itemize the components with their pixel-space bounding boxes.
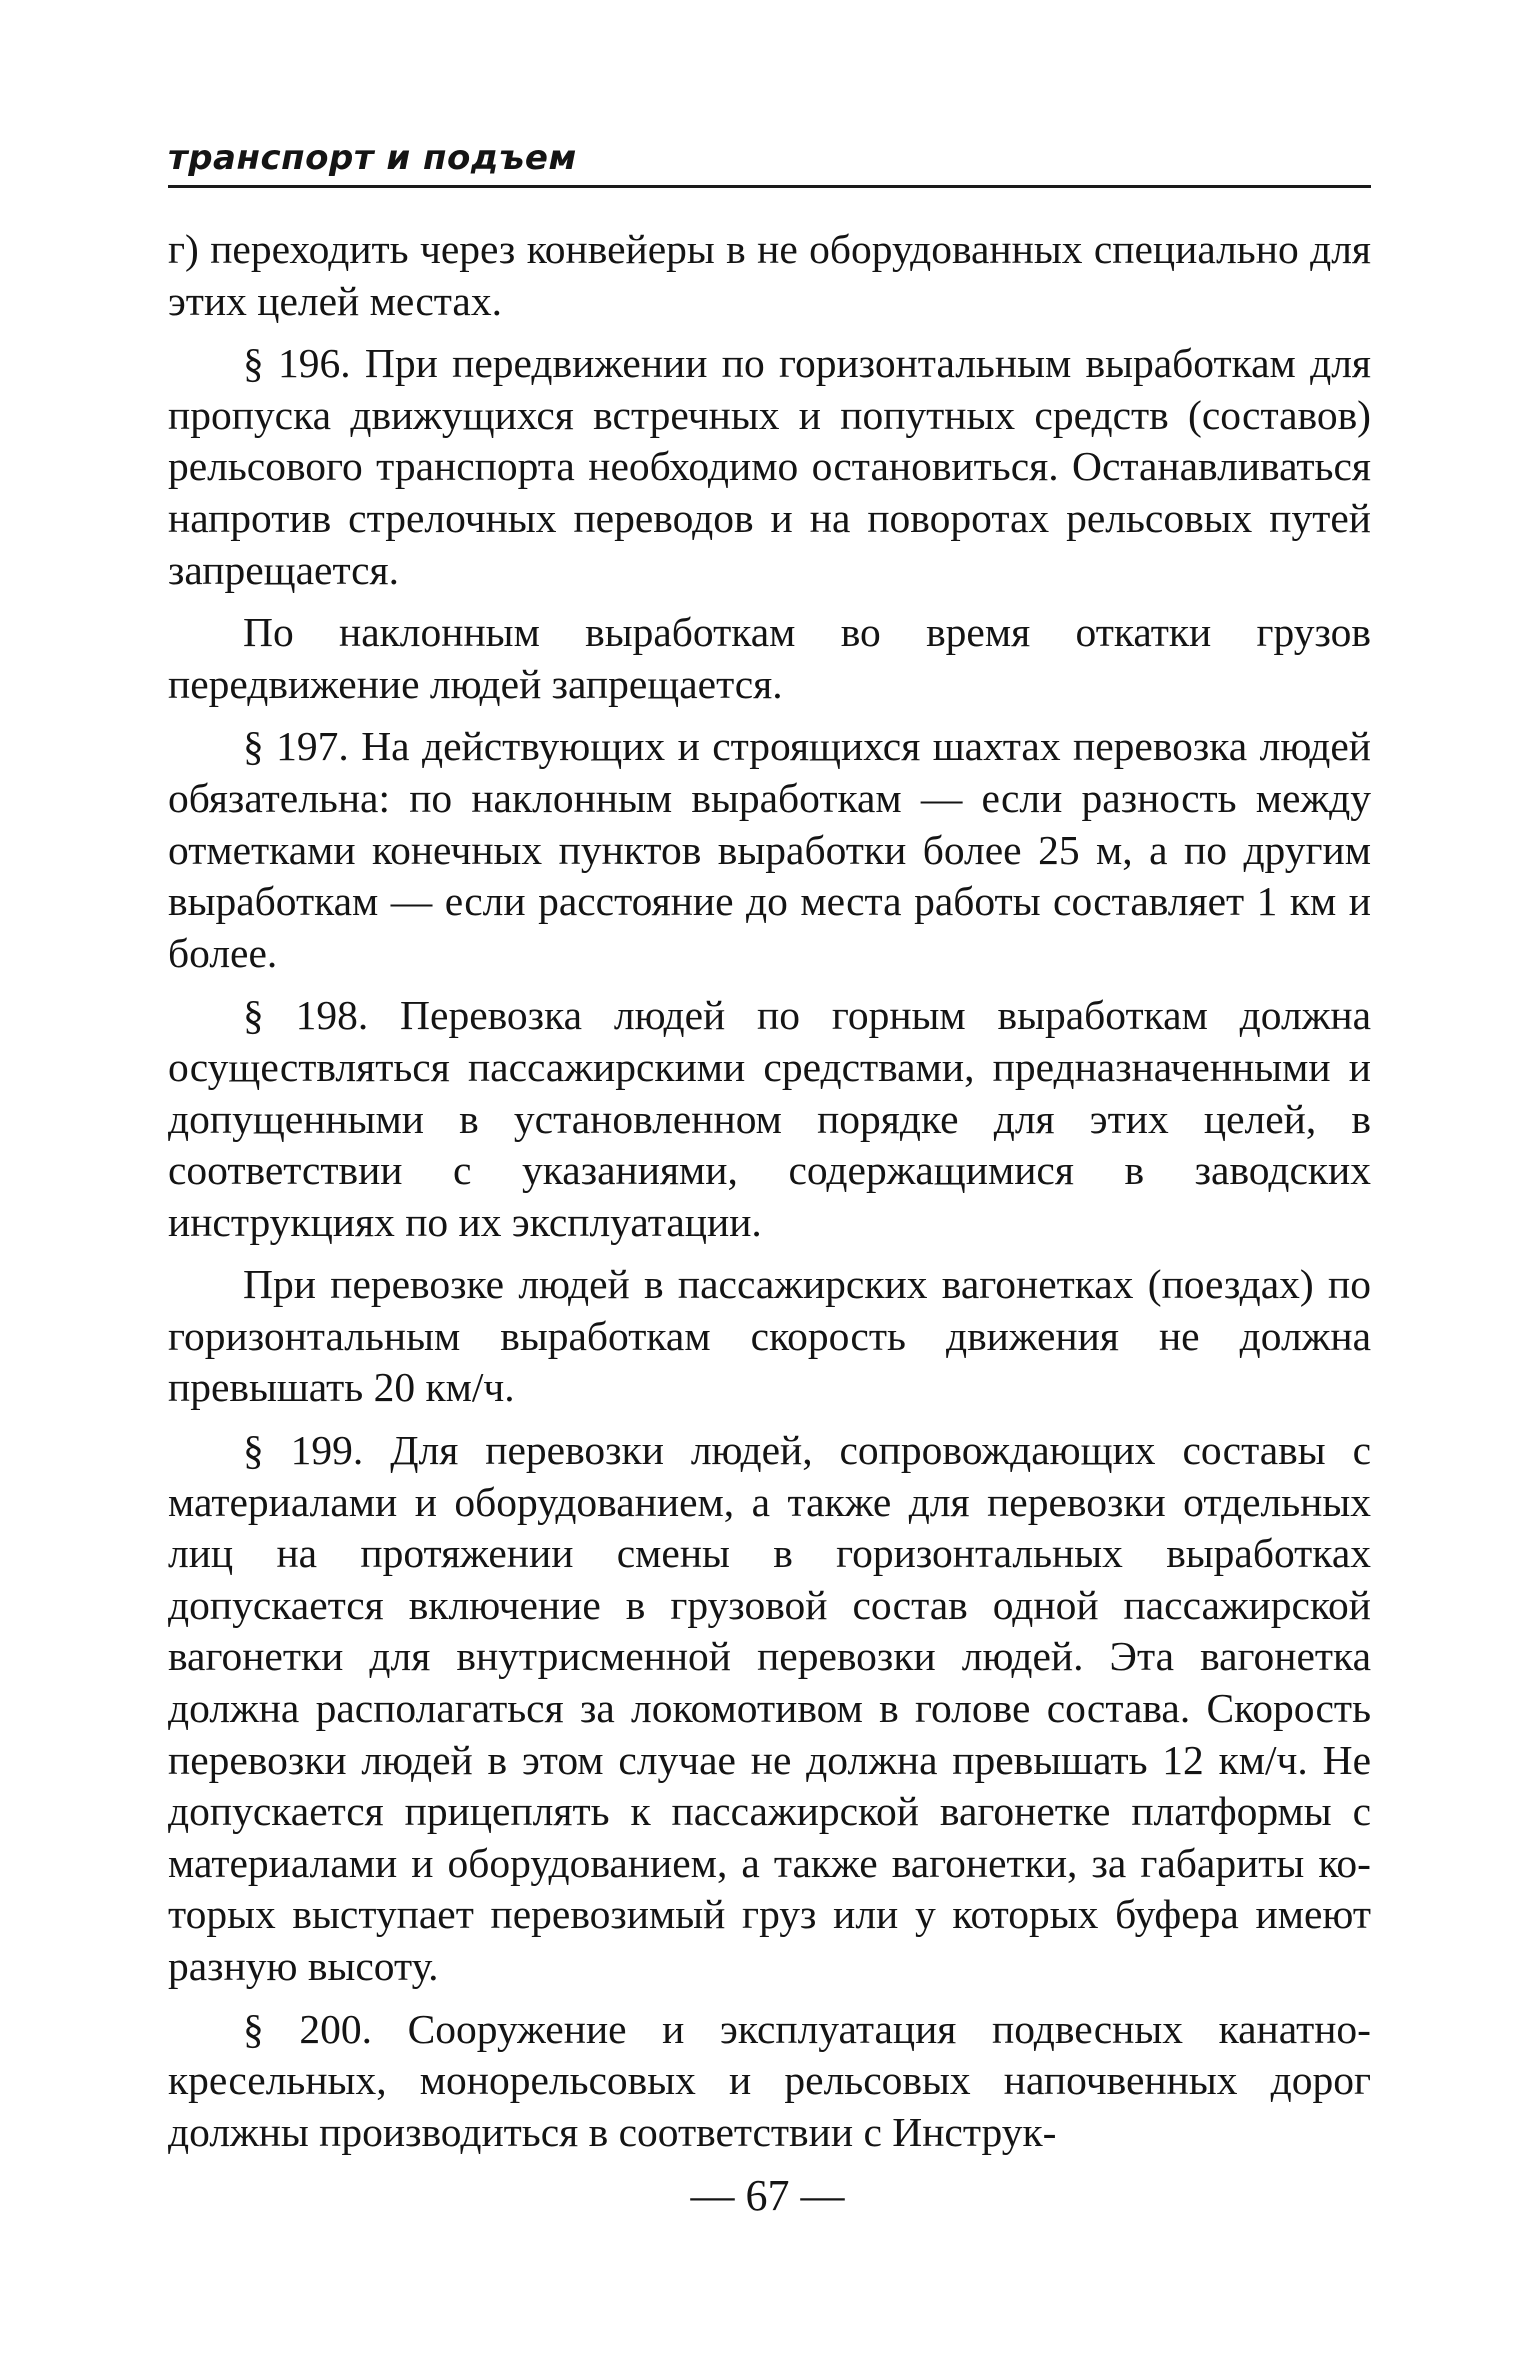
running-header (168, 135, 1371, 188)
paragraph-section-196: § 196. При передвижении по горизонтальным выработкам для пропуска движущихся встречных и попутных средств (составов) рельсового транспорта необходимо остановиться. Останавливаться напротив стрелочных переводов и на поворотах рельсовых путей запрещается. (168, 340, 1371, 593)
paragraph-section-198: § 198. Перевозка людей по горным выработкам должна осуществляться пассажирскими средствами, предназначенными и допущенными в установленном порядке для этих целей, в соответствии с указаниями, содержащимися в заводских инструкциях по их эксплуатации. (168, 992, 1371, 1245)
paragraph-section-199: § 199. Для перевозки людей, сопровождающих составы с материалами и оборудованием, а также для перевозки отдельных лиц на протяжении смены в горизонтальных выработках допускается включение в грузовой состав одной пассажирской вагонетки для внутрисменной перевозки людей. Эта вагонетка должна располагаться за локомотивом в голове состава. Скорость перевозки людей в этом случае не должна превышать 12 км/ч. Не допускается прицеплять к пассажирской вагонетке платформы с материалами и оборудованием, а также вагонетки, за габариты которых выступает перевозимый груз или у которых буфера имеют разную высоту. (168, 1427, 1371, 1989)
paragraph-section-200: § 200. Сооружение и эксплуатация подвесных канатно-кресельных, монорельсовых и рельсовых напочвенных дорог должны производиться в соответствии с Инструк- (168, 2005, 1371, 2155)
page-number: — 67 — (690, 2171, 845, 2220)
paragraph-section-197: § 197. На действующих и строящихся шахтах перевозка людей обязательна: по наклонным выработкам — если разность между отметками конечных пунктов выработки более 25 м, а по другим выработкам — если расстояние до места работы составляет 1 км и более. (168, 723, 1371, 976)
paragraph-inclined-workings: По наклонным выработкам во время откатки грузов передвижение людей запрещается. (168, 609, 1371, 707)
running-header-title: транспорт и подъем (168, 138, 577, 178)
paragraph-item-g: г) переходить через конвейеры в не оборудованных специально для этих целей местах. (168, 226, 1371, 324)
page-body (168, 224, 1371, 2169)
paragraph-passenger-cars-speed: При перевозке людей в пассажирских вагонетках (поездах) по горизонтальным выработкам скорость движения не должна превышать 20 км/ч. (168, 1261, 1371, 1411)
